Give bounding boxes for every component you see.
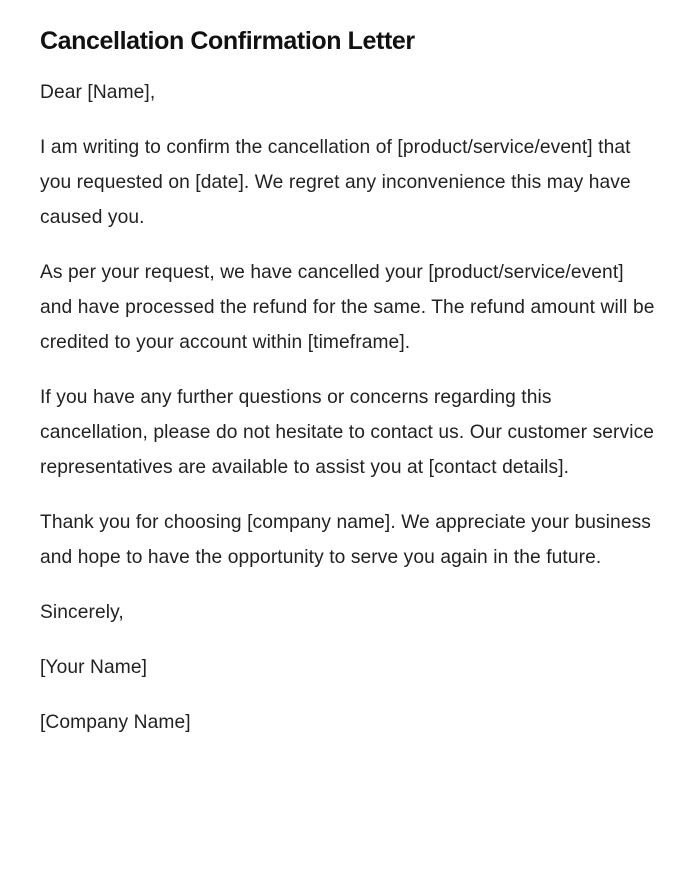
- closing: Sincerely,: [40, 602, 124, 623]
- body-paragraph-confirmation: I am writing to confirm the cancellation of [product/service/event] that you requested on [date]. We regret any inconvenience this may have caused you.: [40, 137, 631, 228]
- signature-name: [Your Name]: [40, 657, 148, 678]
- body-paragraph-contact: If you have any further questions or concerns regarding this cancellation, please do not hesitate to contact us. Our customer service representatives are available to assist you at [contact details].: [40, 387, 655, 478]
- signature-company: [Company Name]: [40, 712, 191, 733]
- letter-title: Cancellation Confirmation Letter: [40, 27, 415, 55]
- body-paragraph-thanks: Thank you for choosing [company name]. We appreciate your business and hope to have the opportunity to serve you again in the future.: [40, 512, 651, 568]
- body-paragraph-refund: As per your request, we have cancelled your [product/service/event] and have processed the refund for the same. The refund amount will be credited to your account within [timeframe].: [40, 262, 655, 353]
- greeting: Dear [Name],: [40, 82, 156, 103]
